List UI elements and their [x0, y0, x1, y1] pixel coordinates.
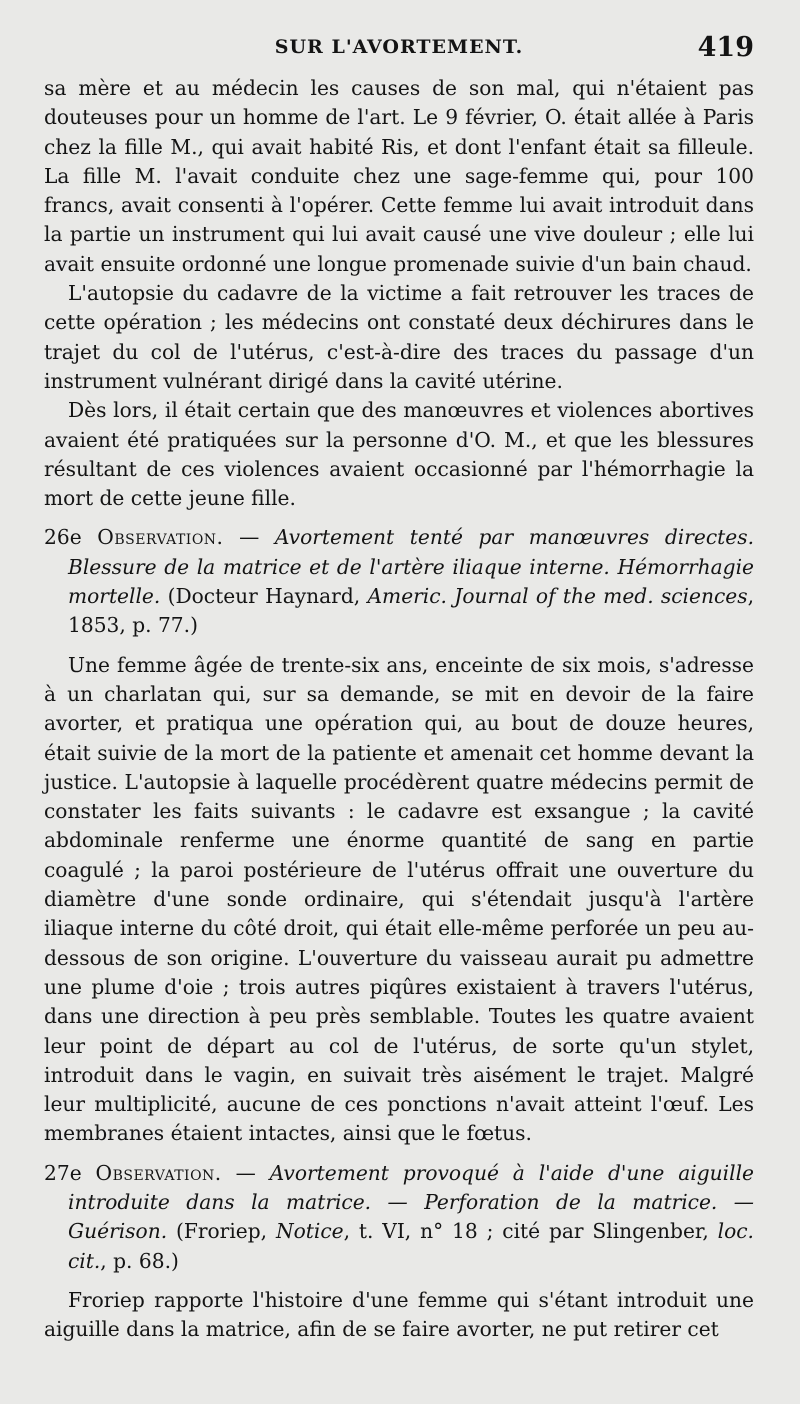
observation-26-ref-close: , 1853, p. 77.)	[68, 584, 755, 638]
observation-26-number: 26e	[44, 525, 82, 550]
paragraph-autopsy: L'autopsie du cadavre de la victime a fait retrouver les traces de cette opération ; les médecins ont constaté deux déchirures dans le trajet du col de l'utérus, c'est-à-dire des traces du passage d'un instrument vulnérant dirigé dans la cavité utérine.	[44, 281, 754, 393]
observation-27-number: 27e	[44, 1160, 82, 1185]
observation-27-title: Avortement provoqué à l'aide d'une aiguille introduite dans la matrice. — Perforation de la matrice. — Guérison.	[68, 1160, 754, 1244]
page-number: 419	[697, 32, 754, 63]
paragraph-conclusion: Dès lors, il était certain que des manœuvres et violences abortives avaient été pratiquées sur la personne d'O. M., et que les blessures résultant de ces violences avaient occasionné par l'hémorrhagie la mort de cette jeune fille.	[44, 398, 754, 511]
observation-27-ref-open: (Froriep,	[167, 1219, 276, 1244]
observation-27-loc: loc. cit.	[68, 1219, 754, 1273]
paragraph-observation-27: Froriep rapporte l'histoire d'une femme qui s'étant introduit une aiguille dans la matrice, afin de se faire avorter, ne put retirer cet	[44, 1287, 754, 1342]
observation-26-title: Avortement tenté par manœuvres directes. Blessure de la matrice et de l'artère iliaque interne. Hémorrhagie mortelle.	[68, 525, 754, 609]
observation-27-heading	[44, 1159, 754, 1276]
observation-26-ref-open: (Docteur Haynard,	[160, 584, 368, 609]
observation-27-notice: Notice	[275, 1219, 344, 1244]
observation-26-heading	[44, 523, 754, 640]
observation-26-dash: —	[223, 525, 275, 550]
observation-26-label: Observation.	[97, 525, 224, 550]
paragraph-continuation: sa mère et au médecin les causes de son mal, qui n'étaient pas douteuses pour un homme de l'art. Le 9 février, O. était allée à Paris chez la fille M., qui avait habité Ris, et dont l'enfant était sa filleule. La fille M. l'avait conduite chez une sage-femme qui, pour 100 francs, avait consenti à l'opérer. Cette femme lui avait introduit dans la partie un instrument qui lui avait causé une vive douleur ; elle lui avait ensuite ordonné une longue promenade suivie d'un bain chaud.	[44, 76, 754, 276]
observation-27-ref-mid: , t. VI, n° 18 ; cité par Slingenber,	[343, 1219, 718, 1244]
running-title: SUR L'AVORTEMENT.	[274, 36, 524, 58]
observation-27-dash: —	[221, 1160, 270, 1185]
body-text	[44, 74, 754, 1344]
observation-27-ref-close: , p. 68.)	[100, 1248, 179, 1273]
page-header	[44, 30, 754, 74]
observation-26-journal: Americ. Journal of the med. sciences	[367, 584, 748, 609]
paragraph-observation-26: Une femme âgée de trente-six ans, enceinte de six mois, s'adresse à un charlatan qui, sur sa demande, se mit en devoir de la faire avorter, et pratiqua une opération qui, au bout de douze heures, était suivie de la mort de la patiente et amenait cet homme devant la justice. L'autopsie à laquelle procédèrent quatre médecins permit de constater les faits suivants : le cadavre est exsangue ; la cavité abdominale renferme une énorme quantité de sang en partie coagulé ; la paroi postérieure de l'utérus offrait une ouverture du diamètre d'une sonde ordinaire, qui s'étendait jusqu'à l'artère iliaque interne du côté droit, qui était elle-même perforée un peu au-dessous de son origine. L'ouverture du vaisseau aurait pu admettre une plume d'oie ; trois autres piqûres existaient à travers l'utérus, dans une direction à peu près semblable. Toutes les quatre avaient leur point de départ au col de l'utérus, de sorte qu'un stylet, introduit dans le vagin, en suivait très aisément le trajet. Malgré leur multiplicité, aucune de ces ponctions n'avait atteint l'œuf. Les membranes étaient intactes, ainsi que le fœtus.	[44, 652, 754, 1146]
observation-27-label: Observation.	[95, 1160, 222, 1185]
